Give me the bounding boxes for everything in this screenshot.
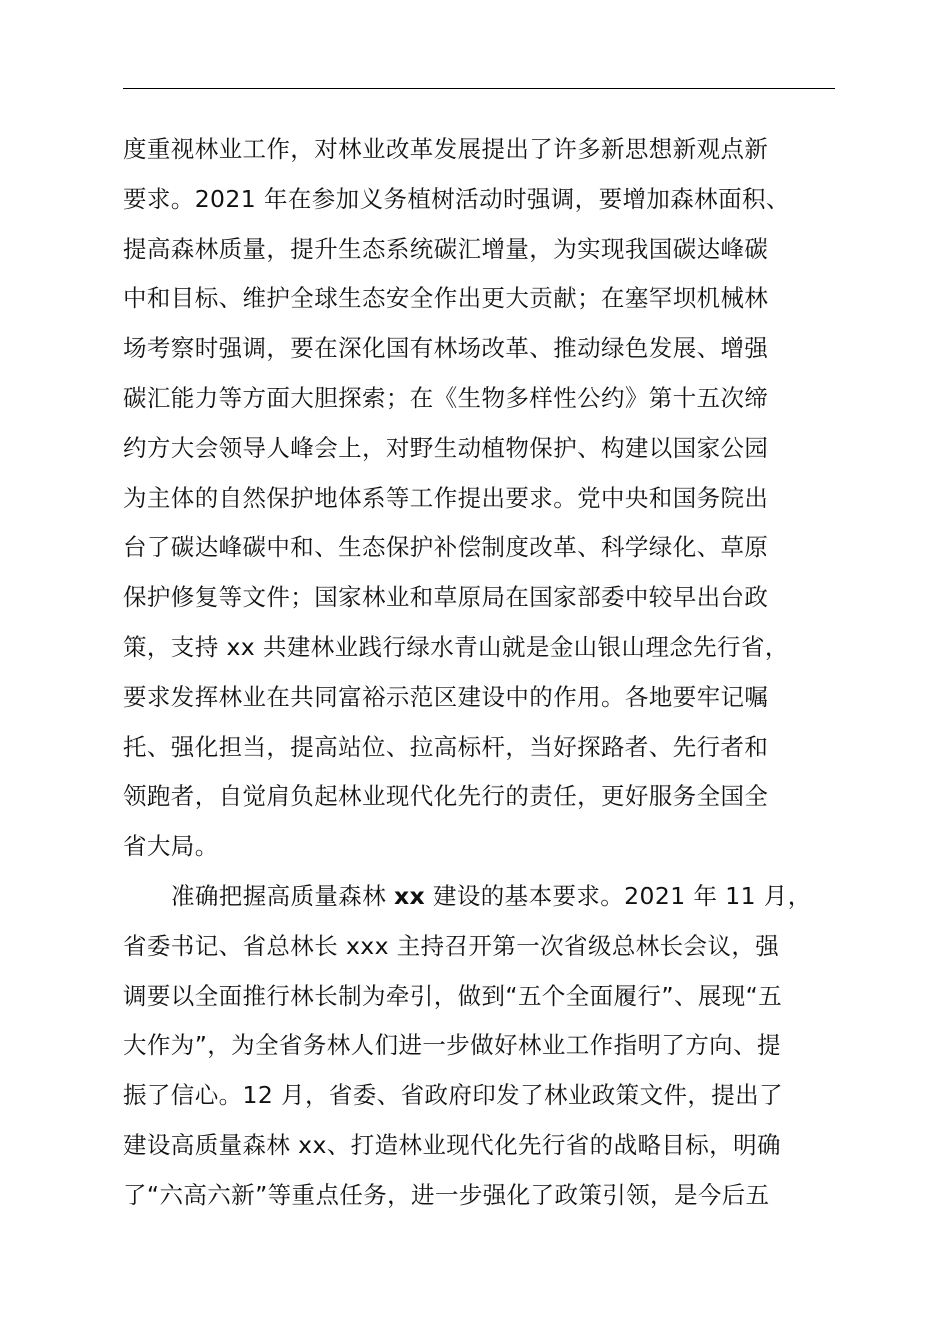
text-line: 碳汇能力等方面大胆探索；在《生物多样性公约》第十五次缔	[123, 383, 769, 412]
lead-text: 建设的基本要求。2021 年 11 月，	[425, 881, 812, 910]
text-line: 为主体的自然保护地体系等工作提出要求。党中央和国务院出	[123, 483, 769, 512]
text-line: 要求发挥林业在共同富裕示范区建设中的作用。各地要牢记嘱	[123, 682, 769, 711]
text-line: 调要以全面推行林长制为牵引，做到“五个全面履行”、展现“五	[123, 981, 783, 1010]
text-line: 场考察时强调，要在深化国有林场改革、推动绿色发展、增强	[123, 334, 769, 363]
text-line: 了“六高六新”等重点任务，进一步强化了政策引领，是今后五	[123, 1180, 770, 1209]
lead-text: 准确把握高质量森林	[171, 881, 394, 910]
text-line: 建设高质量森林 xx、打造林业现代化先行省的战略目标，明确	[123, 1130, 781, 1159]
header-rule	[123, 88, 835, 89]
paragraph-lead-line	[123, 872, 848, 922]
text-line: 托、强化担当，提高站位、拉高标杆，当好探路者、先行者和	[123, 732, 769, 761]
text-line: 振了信心。12 月，省委、省政府印发了林业政策文件，提出了	[123, 1081, 783, 1110]
text-line: 领跑者，自觉肩负起林业现代化先行的责任，更好服务全国全	[123, 782, 769, 811]
text-line: 省大局。	[123, 832, 219, 861]
lead-bold-text: xx	[393, 881, 426, 910]
text-line: 省委书记、省总林长 xxx 主持召开第一次省级总林长会议，强	[123, 931, 780, 960]
text-line: 保护修复等文件；国家林业和草原局在国家部委中较早出台政	[123, 583, 769, 612]
text-line: 中和目标、维护全球生态安全作出更大贡献；在塞罕坝机械林	[123, 284, 769, 313]
body-text	[123, 125, 848, 1221]
text-line: 约方大会领导人峰会上，对野生动植物保护、构建以国家公园	[123, 433, 769, 462]
text-line: 大作为”，为全省务林人们进一步做好林业工作指明了方向、提	[123, 1031, 781, 1060]
text-line: 台了碳达峰碳中和、生态保护补偿制度改革、科学绿化、草原	[123, 533, 769, 562]
text-line: 度重视林业工作，对林业改革发展提出了许多新思想新观点新	[123, 135, 769, 163]
text-line: 要求。2021 年在参加义务植树活动时强调，要增加森林面积、	[123, 184, 790, 213]
text-line: 策，支持 xx 共建林业践行绿水青山就是金山银山理念先行省，	[123, 632, 789, 661]
text-line: 提高森林质量，提升生态系统碳汇增量，为实现我国碳达峰碳	[123, 234, 769, 263]
